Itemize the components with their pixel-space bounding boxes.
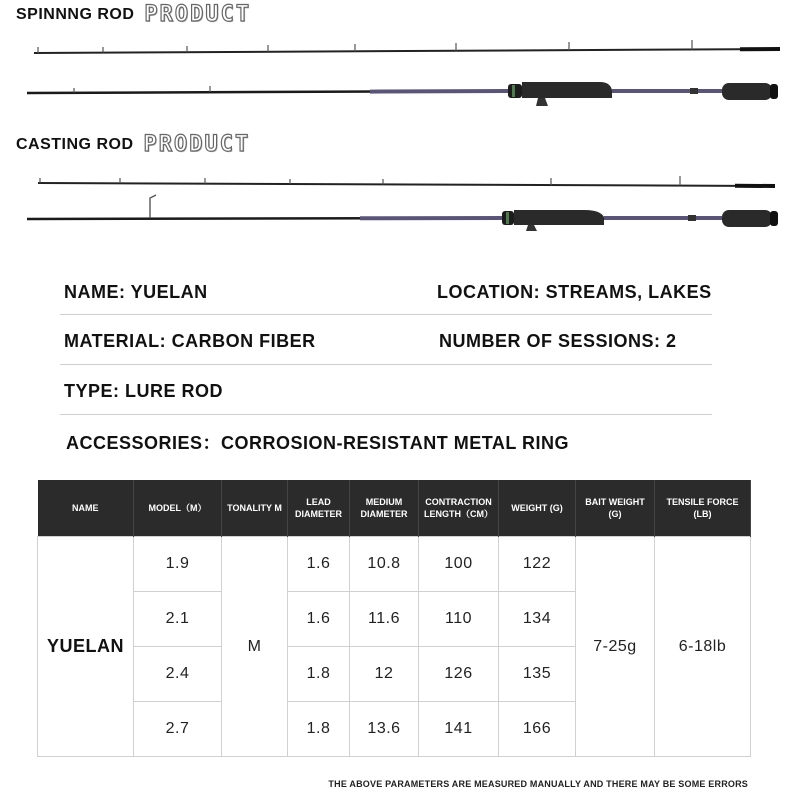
header-bait-weight: BAIT WEIGHT (G)	[576, 480, 655, 537]
spinning-rod-butt-section	[27, 82, 778, 106]
cell-model: 2.4	[134, 647, 222, 702]
casting-product-tag: PRODUCT	[143, 132, 251, 157]
spec-type: TYPE: LURE ROD	[64, 381, 224, 401]
header-name: NAME	[38, 480, 134, 537]
table-header-row	[38, 480, 751, 537]
footnote: THE ABOVE PARAMETERS ARE MEASURED MANUALLY AND THERE MAY BE SOME ERRORS	[328, 779, 748, 789]
parameters-table	[37, 480, 751, 757]
header-contraction-length: CONTRACTION LENGTH（CM）	[419, 480, 499, 537]
casting-rod-butt-section	[27, 195, 778, 231]
cell-tensile-force: 6-18lb	[655, 537, 751, 757]
spinning-rod-label: SPINNNG ROD	[16, 5, 135, 23]
cell-model: 1.9	[134, 537, 222, 592]
spec-sessions: NUMBER OF SESSIONS: 2	[439, 331, 677, 351]
cell-lead: 1.6	[288, 537, 350, 592]
spec-accessories: ACCESSORIES：CORROSION-RESISTANT METAL RING	[66, 433, 570, 453]
header-lead-diameter: LEAD DIAMETER	[288, 480, 350, 537]
cell-model: 2.7	[134, 702, 222, 757]
cell-medium: 10.8	[350, 537, 419, 592]
cell-bait-weight: 7-25g	[576, 537, 655, 757]
spec-location: LOCATION: STREAMS, LAKES	[437, 282, 712, 302]
cell-weight: 166	[499, 702, 576, 757]
header-tonality: TONALITY M	[222, 480, 288, 537]
cell-tonality: M	[222, 537, 288, 757]
cell-weight: 135	[499, 647, 576, 702]
spec-divider	[60, 314, 712, 315]
casting-rod-tip-section	[38, 176, 775, 186]
table-row	[38, 537, 751, 592]
cell-model: 2.1	[134, 592, 222, 647]
spec-divider	[60, 414, 712, 415]
cell-weight: 122	[499, 537, 576, 592]
casting-rod-label: CASTING ROD	[16, 135, 134, 153]
cell-lead: 1.8	[288, 702, 350, 757]
cell-length: 141	[419, 702, 499, 757]
header-medium-diameter: MEDIUM DIAMETER	[350, 480, 419, 537]
spec-divider	[60, 364, 712, 365]
header-tensile-force: TENSILE FORCE (LB)	[655, 480, 751, 537]
spinning-product-tag: PRODUCT	[144, 2, 252, 27]
cell-lead: 1.8	[288, 647, 350, 702]
cell-lead: 1.6	[288, 592, 350, 647]
rod-illustrations	[0, 0, 800, 240]
header-weight: WEIGHT (G)	[499, 480, 576, 537]
spec-name: NAME: YUELAN	[64, 282, 208, 302]
cell-name: YUELAN	[38, 537, 134, 757]
cell-medium: 13.6	[350, 702, 419, 757]
spinning-rod-tip-section	[34, 40, 780, 53]
cell-length: 126	[419, 647, 499, 702]
spec-material: MATERIAL: CARBON FIBER	[64, 331, 316, 351]
cell-length: 100	[419, 537, 499, 592]
cell-length: 110	[419, 592, 499, 647]
cell-medium: 11.6	[350, 592, 419, 647]
cell-weight: 134	[499, 592, 576, 647]
cell-medium: 12	[350, 647, 419, 702]
header-model: MODEL（M）	[134, 480, 222, 537]
